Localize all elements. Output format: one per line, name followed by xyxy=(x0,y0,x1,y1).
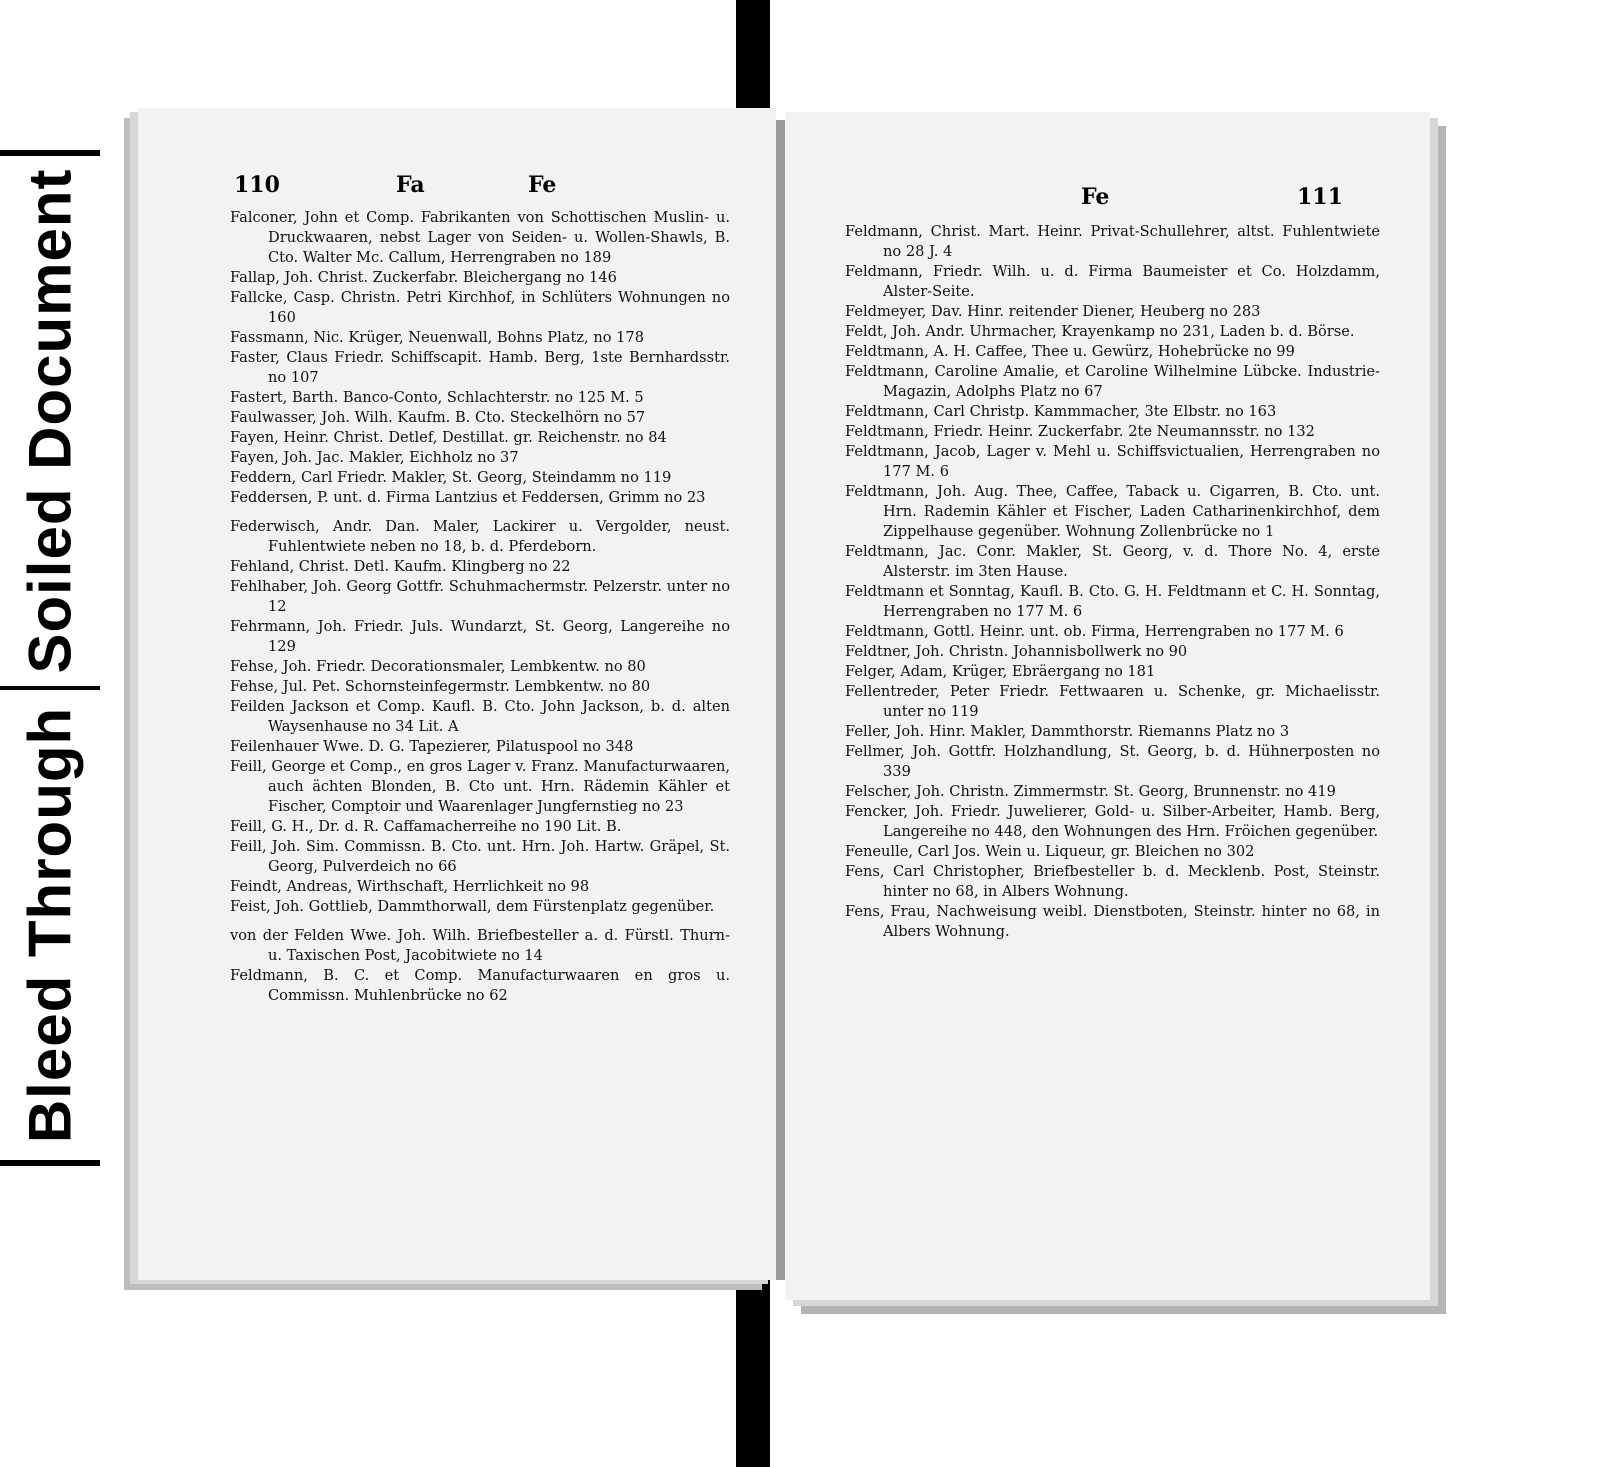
directory-entry: Fens, Carl Christopher, Briefbesteller b. d. Mecklenb. Post, Steinstr. hinter no 68, in Albers Wohnung. xyxy=(845,863,1380,900)
directory-entry: Feldtmann, Caroline Amalie, et Caroline Wilhelmine Lübcke. Industrie-Magazin, Adolphs Platz no 67 xyxy=(845,363,1380,400)
soiled-document-stamp xyxy=(0,150,100,692)
directory-entry: Feller, Joh. Hinr. Makler, Dammthorstr. Riemanns Platz no 3 xyxy=(845,723,1290,740)
directory-entry: Feldmann, Christ. Mart. Heinr. Privat-Schullehrer, altst. Fuhlentwiete no 28 J. 4 xyxy=(845,223,1380,260)
directory-entry: Feneulle, Carl Jos. Wein u. Liqueur, gr. Bleichen no 302 xyxy=(845,843,1255,860)
directory-entry: Fallap, Joh. Christ. Zuckerfabr. Bleichergang no 146 xyxy=(230,269,617,286)
bleed-through-label: Bleed Through xyxy=(16,706,84,1144)
directory-entry: Feldtmann, A. H. Caffee, Thee u. Gewürz, Hohebrücke no 99 xyxy=(845,343,1295,360)
left-head-word-2: Fe xyxy=(528,172,557,198)
left-entry-list xyxy=(230,208,730,1006)
directory-entry: Fehrmann, Joh. Friedr. Juls. Wundarzt, St. Georg, Langereihe no 129 xyxy=(230,618,730,655)
directory-entry: Feldmeyer, Dav. Hinr. reitender Diener, Heuberg no 283 xyxy=(845,303,1261,320)
directory-entry: Feddern, Carl Friedr. Makler, St. Georg, Steindamm no 119 xyxy=(230,469,672,486)
directory-entry: Felscher, Joh. Christn. Zimmermstr. St. Georg, Brunnenstr. no 419 xyxy=(845,783,1336,800)
directory-entry: von der Felden Wwe. Joh. Wilh. Briefbesteller a. d. Fürstl. Thurn- u. Taxischen Post, Jacobitwiete no 14 xyxy=(230,927,730,964)
left-page-number: 110 xyxy=(234,172,280,198)
directory-entry: Feill, G. H., Dr. d. R. Caffamacherreihe no 190 Lit. B. xyxy=(230,818,622,835)
directory-entry: Feilden Jackson et Comp. Kaufl. B. Cto. John Jackson, b. d. alten Waysenhause no 34 Lit. A xyxy=(230,698,730,735)
right-entry-list xyxy=(845,222,1380,942)
directory-entry: Falconer, John et Comp. Fabrikanten von Schottischen Muslin- u. Druckwaaren, nebst Lager von Seiden- u. Wollen-Shawls, B. Cto. Walter Mc. Callum, Herrengraben no 189 xyxy=(230,209,730,266)
directory-entry: Feldmann, Friedr. Wilh. u. d. Firma Baumeister et Co. Holzdamm, Alster-Seite. xyxy=(845,263,1380,300)
directory-entry: Fens, Frau, Nachweisung weibl. Dienstboten, Steinstr. hinter no 68, in Albers Wohnung. xyxy=(845,903,1380,940)
directory-entry: Fallcke, Casp. Christn. Petri Kirchhof, in Schlüters Wohnungen no 160 xyxy=(230,289,730,326)
directory-entry: Feldmann, B. C. et Comp. Manufacturwaaren en gros u. Commissn. Muhlenbrücke no 62 xyxy=(230,967,730,1004)
soiled-document-label: Soiled Document xyxy=(16,168,84,674)
binding-strip-top xyxy=(736,0,770,112)
directory-entry: Feldtmann, Friedr. Heinr. Zuckerfabr. 2te Neumannsstr. no 132 xyxy=(845,423,1315,440)
directory-entry: Feldtmann, Gottl. Heinr. unt. ob. Firma, Herrengraben no 177 M. 6 xyxy=(845,623,1344,640)
directory-entry: Feist, Joh. Gottlieb, Dammthorwall, dem Fürstenplatz gegenüber. xyxy=(230,898,715,915)
page-gutter xyxy=(776,120,785,1280)
right-head-word: Fe xyxy=(1081,184,1110,210)
directory-entry: Fastert, Barth. Banco-Conto, Schlachterstr. no 125 M. 5 xyxy=(230,389,644,406)
right-page-number: 111 xyxy=(1297,184,1343,210)
directory-entry: Faster, Claus Friedr. Schiffscapit. Hamb. Berg, 1ste Bernhardsstr. no 107 xyxy=(230,349,730,386)
right-running-head xyxy=(785,184,1430,218)
left-running-head xyxy=(138,172,776,206)
directory-entry: Fehse, Joh. Friedr. Decorationsmaler, Lembkentw. no 80 xyxy=(230,658,646,675)
directory-entry: Feill, George et Comp., en gros Lager v. Franz. Manufacturwaaren, auch ächten Blonden, B. Cto unt. Hrn. Rädemin Kähler et Fischer, Comptoir und Waarenlager Jungfernstieg no 23 xyxy=(230,758,730,815)
directory-entry: Fencker, Joh. Friedr. Juwelierer, Gold- u. Silber-Arbeiter, Hamb. Berg, Langereihe no 448, den Wohnungen des Hrn. Fröichen gegenüber. xyxy=(845,803,1380,840)
directory-entry: Feldtmann, Carl Christp. Kammmacher, 3te Elbstr. no 163 xyxy=(845,403,1277,420)
directory-entry: Fassmann, Nic. Krüger, Neuenwall, Bohns Platz, no 178 xyxy=(230,329,645,346)
directory-entry: Fehse, Jul. Pet. Schornsteinfegermstr. Lembkentw. no 80 xyxy=(230,678,651,695)
directory-entry: Feindt, Andreas, Wirthschaft, Herrlichkeit no 98 xyxy=(230,878,590,895)
directory-entry: Felger, Adam, Krüger, Ebräergang no 181 xyxy=(845,663,1156,680)
directory-entry: Feldt, Joh. Andr. Uhrmacher, Krayenkamp no 231, Laden b. d. Börse. xyxy=(845,323,1355,340)
binding-strip-bottom xyxy=(736,1280,770,1467)
directory-entry: Fehland, Christ. Detl. Kaufm. Klingberg no 22 xyxy=(230,558,571,575)
directory-entry: Feldtner, Joh. Christn. Johannisbollwerk no 90 xyxy=(845,643,1188,660)
left-page xyxy=(138,108,776,1280)
directory-entry: Feldtmann, Joh. Aug. Thee, Caffee, Taback u. Cigarren, B. Cto. unt. Hrn. Rademin Kähler et Fischer, Laden Catharinenkirchhof, dem Zippelhause gegenüber. Wohnung Zollenbrücke no 1 xyxy=(845,483,1380,540)
directory-entry: Fellmer, Joh. Gottfr. Holzhandlung, St. Georg, b. d. Hühnerposten no 339 xyxy=(845,743,1380,780)
directory-entry: Fayen, Heinr. Christ. Detlef, Destillat. gr. Reichenstr. no 84 xyxy=(230,429,667,446)
directory-entry: Feldtmann et Sonntag, Kaufl. B. Cto. G. H. Feldtmann et C. H. Sonntag, Herrengraben no 177 M. 6 xyxy=(845,583,1380,620)
directory-entry: Fellentreder, Peter Friedr. Fettwaaren u. Schenke, gr. Michaelisstr. unter no 119 xyxy=(845,683,1380,720)
right-page xyxy=(785,112,1430,1300)
directory-entry: Feldtmann, Jacob, Lager v. Mehl u. Schiffsvictualien, Herrengraben no 177 M. 6 xyxy=(845,443,1380,480)
directory-entry: Feill, Joh. Sim. Commissn. B. Cto. unt. Hrn. Joh. Hartw. Gräpel, St. Georg, Pulverdeich no 66 xyxy=(230,838,730,875)
directory-entry: Fayen, Joh. Jac. Makler, Eichholz no 37 xyxy=(230,449,519,466)
directory-entry: Faulwasser, Joh. Wilh. Kaufm. B. Cto. Steckelhörn no 57 xyxy=(230,409,646,426)
directory-entry: Federwisch, Andr. Dan. Maler, Lackirer u. Vergolder, neust. Fuhlentwiete neben no 18, b. d. Pferdeborn. xyxy=(230,518,730,555)
bleed-through-stamp xyxy=(0,690,100,1166)
directory-entry: Feilenhauer Wwe. D. G. Tapezierer, Pilatuspool no 348 xyxy=(230,738,634,755)
left-head-word-1: Fa xyxy=(396,172,425,198)
directory-entry: Feldtmann, Jac. Conr. Makler, St. Georg, v. d. Thore No. 4, erste Alsterstr. im 3ten Hause. xyxy=(845,543,1380,580)
directory-entry: Feddersen, P. unt. d. Firma Lantzius et Feddersen, Grimm no 23 xyxy=(230,489,706,506)
directory-entry: Fehlhaber, Joh. Georg Gottfr. Schuhmachermstr. Pelzerstr. unter no 12 xyxy=(230,578,730,615)
